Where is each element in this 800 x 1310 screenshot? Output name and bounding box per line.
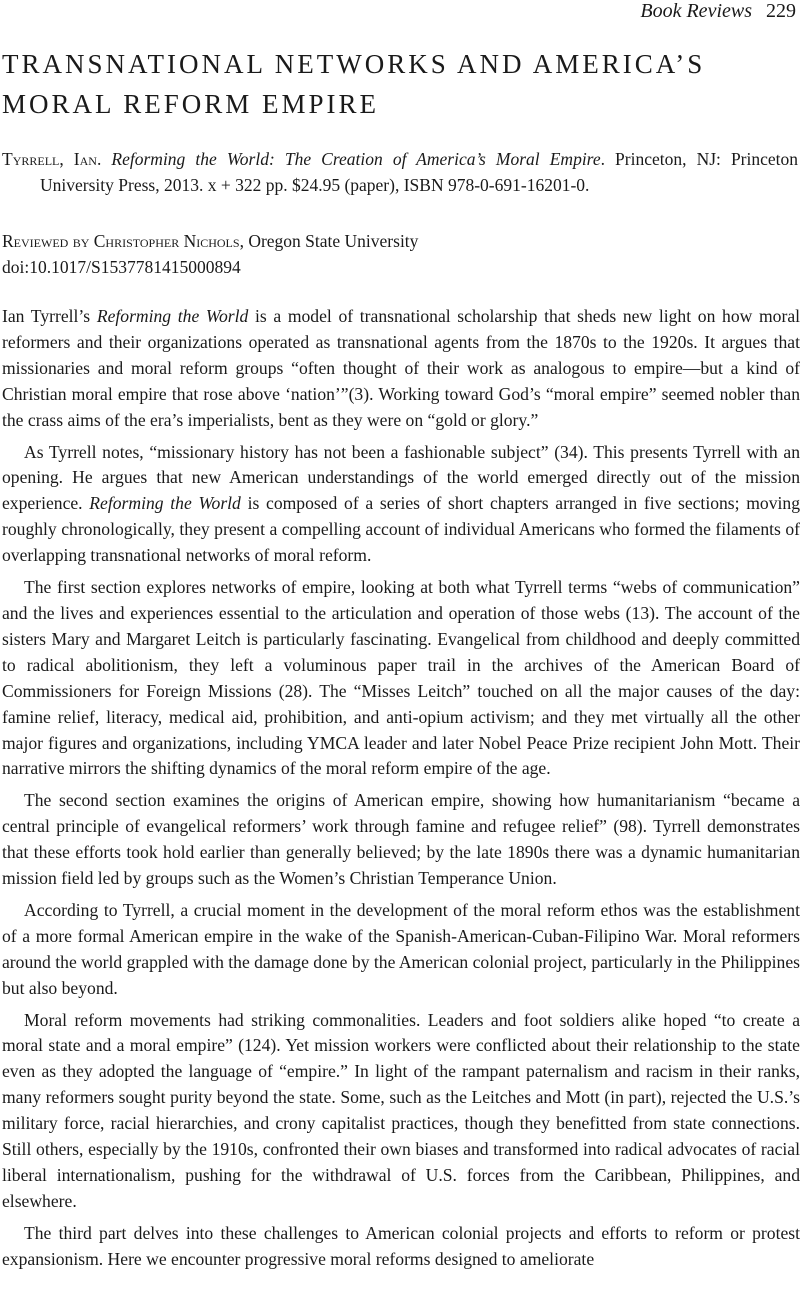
page-number: 229: [766, 0, 796, 22]
doi: doi:10.1017/S1537781415000894: [2, 257, 241, 277]
paragraph-6: Moral reform movements had striking commonalities. Leaders and foot soldiers alike hoped “to create a moral state and a moral empire” (124). Yet mission workers were conflicted about their relationship to the state even as they adopted the language of “empire.” In light of the rampant paternalism and racism in their ranks, many reformers sought purity beyond the state. Some, such as the Leitches and Mott (in part), rejected the U.S.’s military force, racial hierarchies, and crony capitalist practices, though they benefitted from state connections. Still others, especially by the 1910s, confronted their own biases and transformed into radical advocates of racial liberal internationalism, pushing for the withdrawal of U.S. forces from the Caribbean, Philippines, and elsewhere.: [2, 1009, 800, 1211]
citation-book-title: Reforming the World: The Creation of America’s Moral Empire: [111, 149, 601, 169]
reviewer-line: [2, 228, 798, 254]
book-title-ref: Reforming the World: [96, 306, 249, 326]
paragraph-4: The second section examines the origins of American empire, showing how humanitarianism “became a central principle of evangelical reformers’ work through famine and refugee relief” (98). Tyrrell demonstrates that these efforts took hold earlier than generally believed; by the late 1890s there was a dynamic humanitarian mission field led by groups such as the Women’s Christian Temperance Union.: [2, 790, 800, 889]
paragraph-2: As Tyrrell notes, “missionary history has not been a fashionable subject” (34). This presents Tyrrell with an opening. He argues that new American understandings of the world emerged directly out of the mission experience. Reforming the World is composed of a series of short chapters arranged in five sections; moving roughly chronologically, they present a compelling account of individual Americans who formed the filaments of overlapping transnational networks of moral reform.: [2, 441, 800, 566]
reviewer-name: Reviewed by Christopher Nichols: [2, 231, 240, 251]
review-body: [2, 304, 800, 1279]
paragraph-5: According to Tyrrell, a crucial moment in the development of the moral reform ethos was the establishment of a more formal American empire in the wake of the Spanish-American-Cuban-Filipino War. Moral reformers around the world grappled with the damage done by the American colonial project, particularly in the Philippines but also beyond.: [2, 899, 800, 998]
citation-author: Tyrrell, Ian.: [2, 149, 102, 169]
paragraph-3: The first section explores networks of empire, looking at both what Tyrrell terms “webs of communication” and the lives and experiences essential to the articulation and operation of those webs (13). The account of the sisters Mary and Margaret Leitch is particularly fascinating. Evangelical from childhood and deeply committed to radical abolitionism, they left a voluminous paper trail in the archives of the American Board of Commissioners for Foreign Missions (28). The “Misses Leitch” touched on all the major causes of the day: famine relief, literacy, medical aid, prohibition, and anti-opium activism; and they met virtually all the other major figures and organizations, including YMCA leader and later Nobel Peace Prize recipient John Mott. Their narrative mirrors the shifting dynamics of the moral reform empire of the age.: [2, 577, 800, 779]
citation-publication: . Princeton, NJ: Princeton University Press, 2013. x + 322 pp. $24.95 (paper), ISBN 978-0-691-16201-0.: [40, 149, 799, 195]
article-title: TRANSNATIONAL NETWORKS AND AMERICA’S MORAL REFORM EMPIRE: [2, 49, 706, 119]
running-head: [640, 0, 796, 22]
book-title-ref: Reforming the World: [89, 493, 241, 514]
running-head-section: Book Reviews: [640, 0, 752, 22]
reviewer-affiliation: , Oregon State University: [239, 231, 419, 251]
paragraph-1: Ian Tyrrell’s Reforming the World is a model of transnational scholarship that sheds new light on how moral reformers and their organizations operated as transnational agents from the 1870s to the 1920s. It argues that missionaries and moral reform groups “often thought of their work as analogous to empire—but a kind of Christian moral empire that rose above ‘nation’”(3). Working toward God’s “moral empire” seemed nobler than the crass aims of the era’s imperialists, bent as they were on “gold or glory.”: [2, 306, 800, 430]
book-citation: [2, 146, 798, 198]
paragraph-7: The third part delves into these challenges to American colonial projects and efforts to reform or protest expansionism. Here we encounter progressive moral reforms designed to ameliorate: [2, 1222, 800, 1269]
